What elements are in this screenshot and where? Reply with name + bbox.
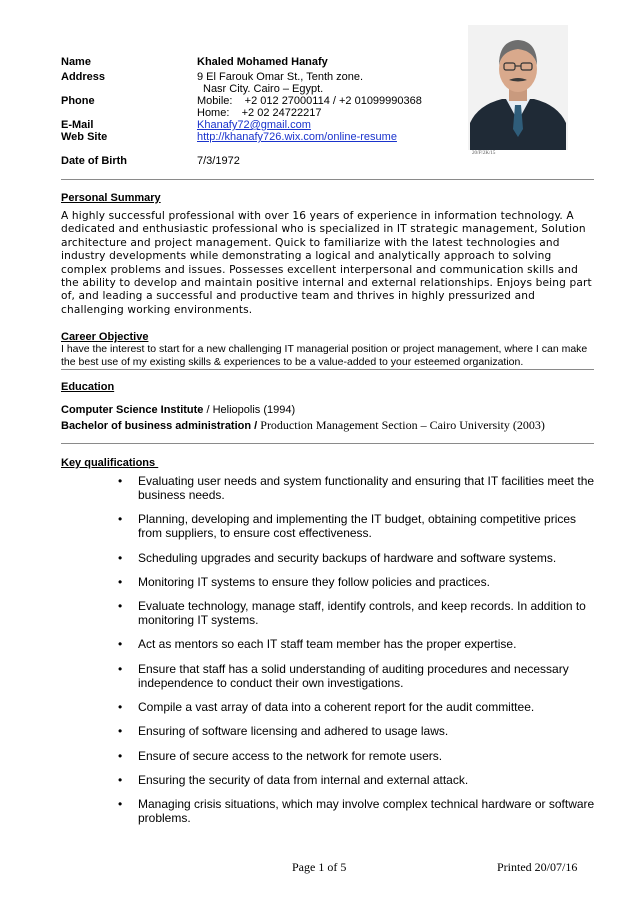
bullet-icon: • (118, 574, 123, 589)
list-item: • Planning, developing and implementing the IT budget, obtaining competitive prices from suppliers, to ensure cost effectiveness. (118, 512, 577, 541)
candidate-name: Khaled Mohamed Hanafy (197, 56, 328, 68)
address-line-1: 9 El Farouk Omar St., Tenth zone. (197, 71, 364, 83)
education-degree-detail: Production Management Section – Cairo University (2003) (260, 418, 545, 432)
education-title: Education (61, 381, 115, 393)
bullet-icon: • (118, 748, 123, 763)
objective-text: I have the interest to start for a new challenging IT managerial position or project management, where I can make the best use of my existing skills & experiences to be a value-added to your esteemed organization. (61, 343, 588, 368)
divider (61, 179, 594, 180)
list-item: • Compile a vast array of data into a coherent report for the audit committee. (118, 700, 535, 715)
phone-mobile: Mobile: +2 012 27000114 / +2 01099990368 (197, 95, 422, 107)
list-item: • Ensure of secure access to the network for remote users. (118, 748, 443, 763)
phone-home: Home: +2 02 24722217 (197, 107, 322, 119)
name-label: Name (61, 56, 91, 68)
bullet-icon: • (118, 700, 123, 715)
bullet-icon: • (118, 550, 123, 565)
summary-text: A highly successful professional with over 16 years of experience in information technology. A dedicated and enthusiastic professional who is specialized in IT strategic management, Solution architecture and project management. Quick to familiarize with the latest technologies and industry developments while demonstrating a logical and analytically approach to solving complex problems and issues. Possesses excellent interpersonal and communication skills and the ability to develop and maintain positive internal and external relationships. Enjoys being part of, and leading a successful and productive team and thrives in highly pressurized and challenging working environments. (61, 210, 592, 316)
education-item-2 (61, 418, 545, 433)
divider (61, 369, 594, 370)
list-item: • Monitoring IT systems to ensure they follow policies and practices. (118, 574, 490, 589)
list-item: • Evaluate technology, manage staff, identify controls, and keep records. In addition to monitoring IT systems. (118, 599, 586, 628)
bullet-icon: • (118, 512, 123, 527)
list-item: • Evaluating user needs and system functionality and ensuring that IT facilities meet the business needs. (118, 474, 595, 502)
printed-date: Printed 20/07/16 (497, 860, 578, 874)
phone-label: Phone (61, 95, 95, 107)
objective-title: Career Objective (61, 331, 149, 343)
summary-title: Personal Summary (61, 192, 161, 204)
bullet-icon: • (118, 474, 123, 488)
list-item: • Ensure that staff has a solid understanding of auditing procedures and necessary independence to conduct their own investigations. (118, 661, 569, 690)
dob-label: Date of Birth (61, 155, 127, 167)
education-institute-detail: / Heliopolis (1994) (203, 404, 296, 416)
address-label: Address (61, 71, 106, 83)
bullet-icon: • (118, 797, 123, 812)
website-link[interactable]: http://khanafy726.wix.com/online-resume (197, 131, 397, 143)
qualifications-title: Key qualifications (61, 457, 159, 469)
bullet-icon: • (118, 724, 123, 739)
dob-value: 7/3/1972 (197, 155, 240, 167)
list-item: • Ensuring of software licensing and adhered to usage laws. (118, 724, 449, 739)
divider (61, 443, 594, 444)
bullet-icon: • (118, 661, 123, 676)
address-line-2: Nasr City. Cairo – Egypt. (203, 83, 324, 95)
email-link[interactable]: Khanafy72@gmail.com (197, 119, 311, 131)
list-item: • Ensuring the security of data from internal and external attack. (118, 772, 469, 787)
education-item-1 (61, 404, 295, 416)
list-item: • Managing crisis situations, which may involve complex technical hardware or software problems. (118, 797, 595, 826)
bullet-icon: • (118, 599, 123, 614)
email-label: E-Mail (61, 119, 94, 131)
education-degree: Bachelor of business administration / (61, 420, 261, 432)
website-label: Web Site (61, 131, 108, 143)
bullet-icon: • (118, 772, 123, 787)
list-item: • Scheduling upgrades and security backups of hardware and software systems. (118, 550, 557, 565)
profile-photo (468, 25, 568, 150)
education-institute: Computer Science Institute (61, 404, 204, 416)
portrait-image (468, 25, 568, 150)
bullet-icon: • (118, 637, 123, 652)
list-item: • Act as mentors so each IT staff team member has the proper expertise. (118, 637, 517, 652)
photo-caption: 20/F!2K/15 (472, 151, 496, 156)
page-number: Page 1 of 5 (292, 860, 347, 874)
qualifications-list (118, 474, 596, 836)
